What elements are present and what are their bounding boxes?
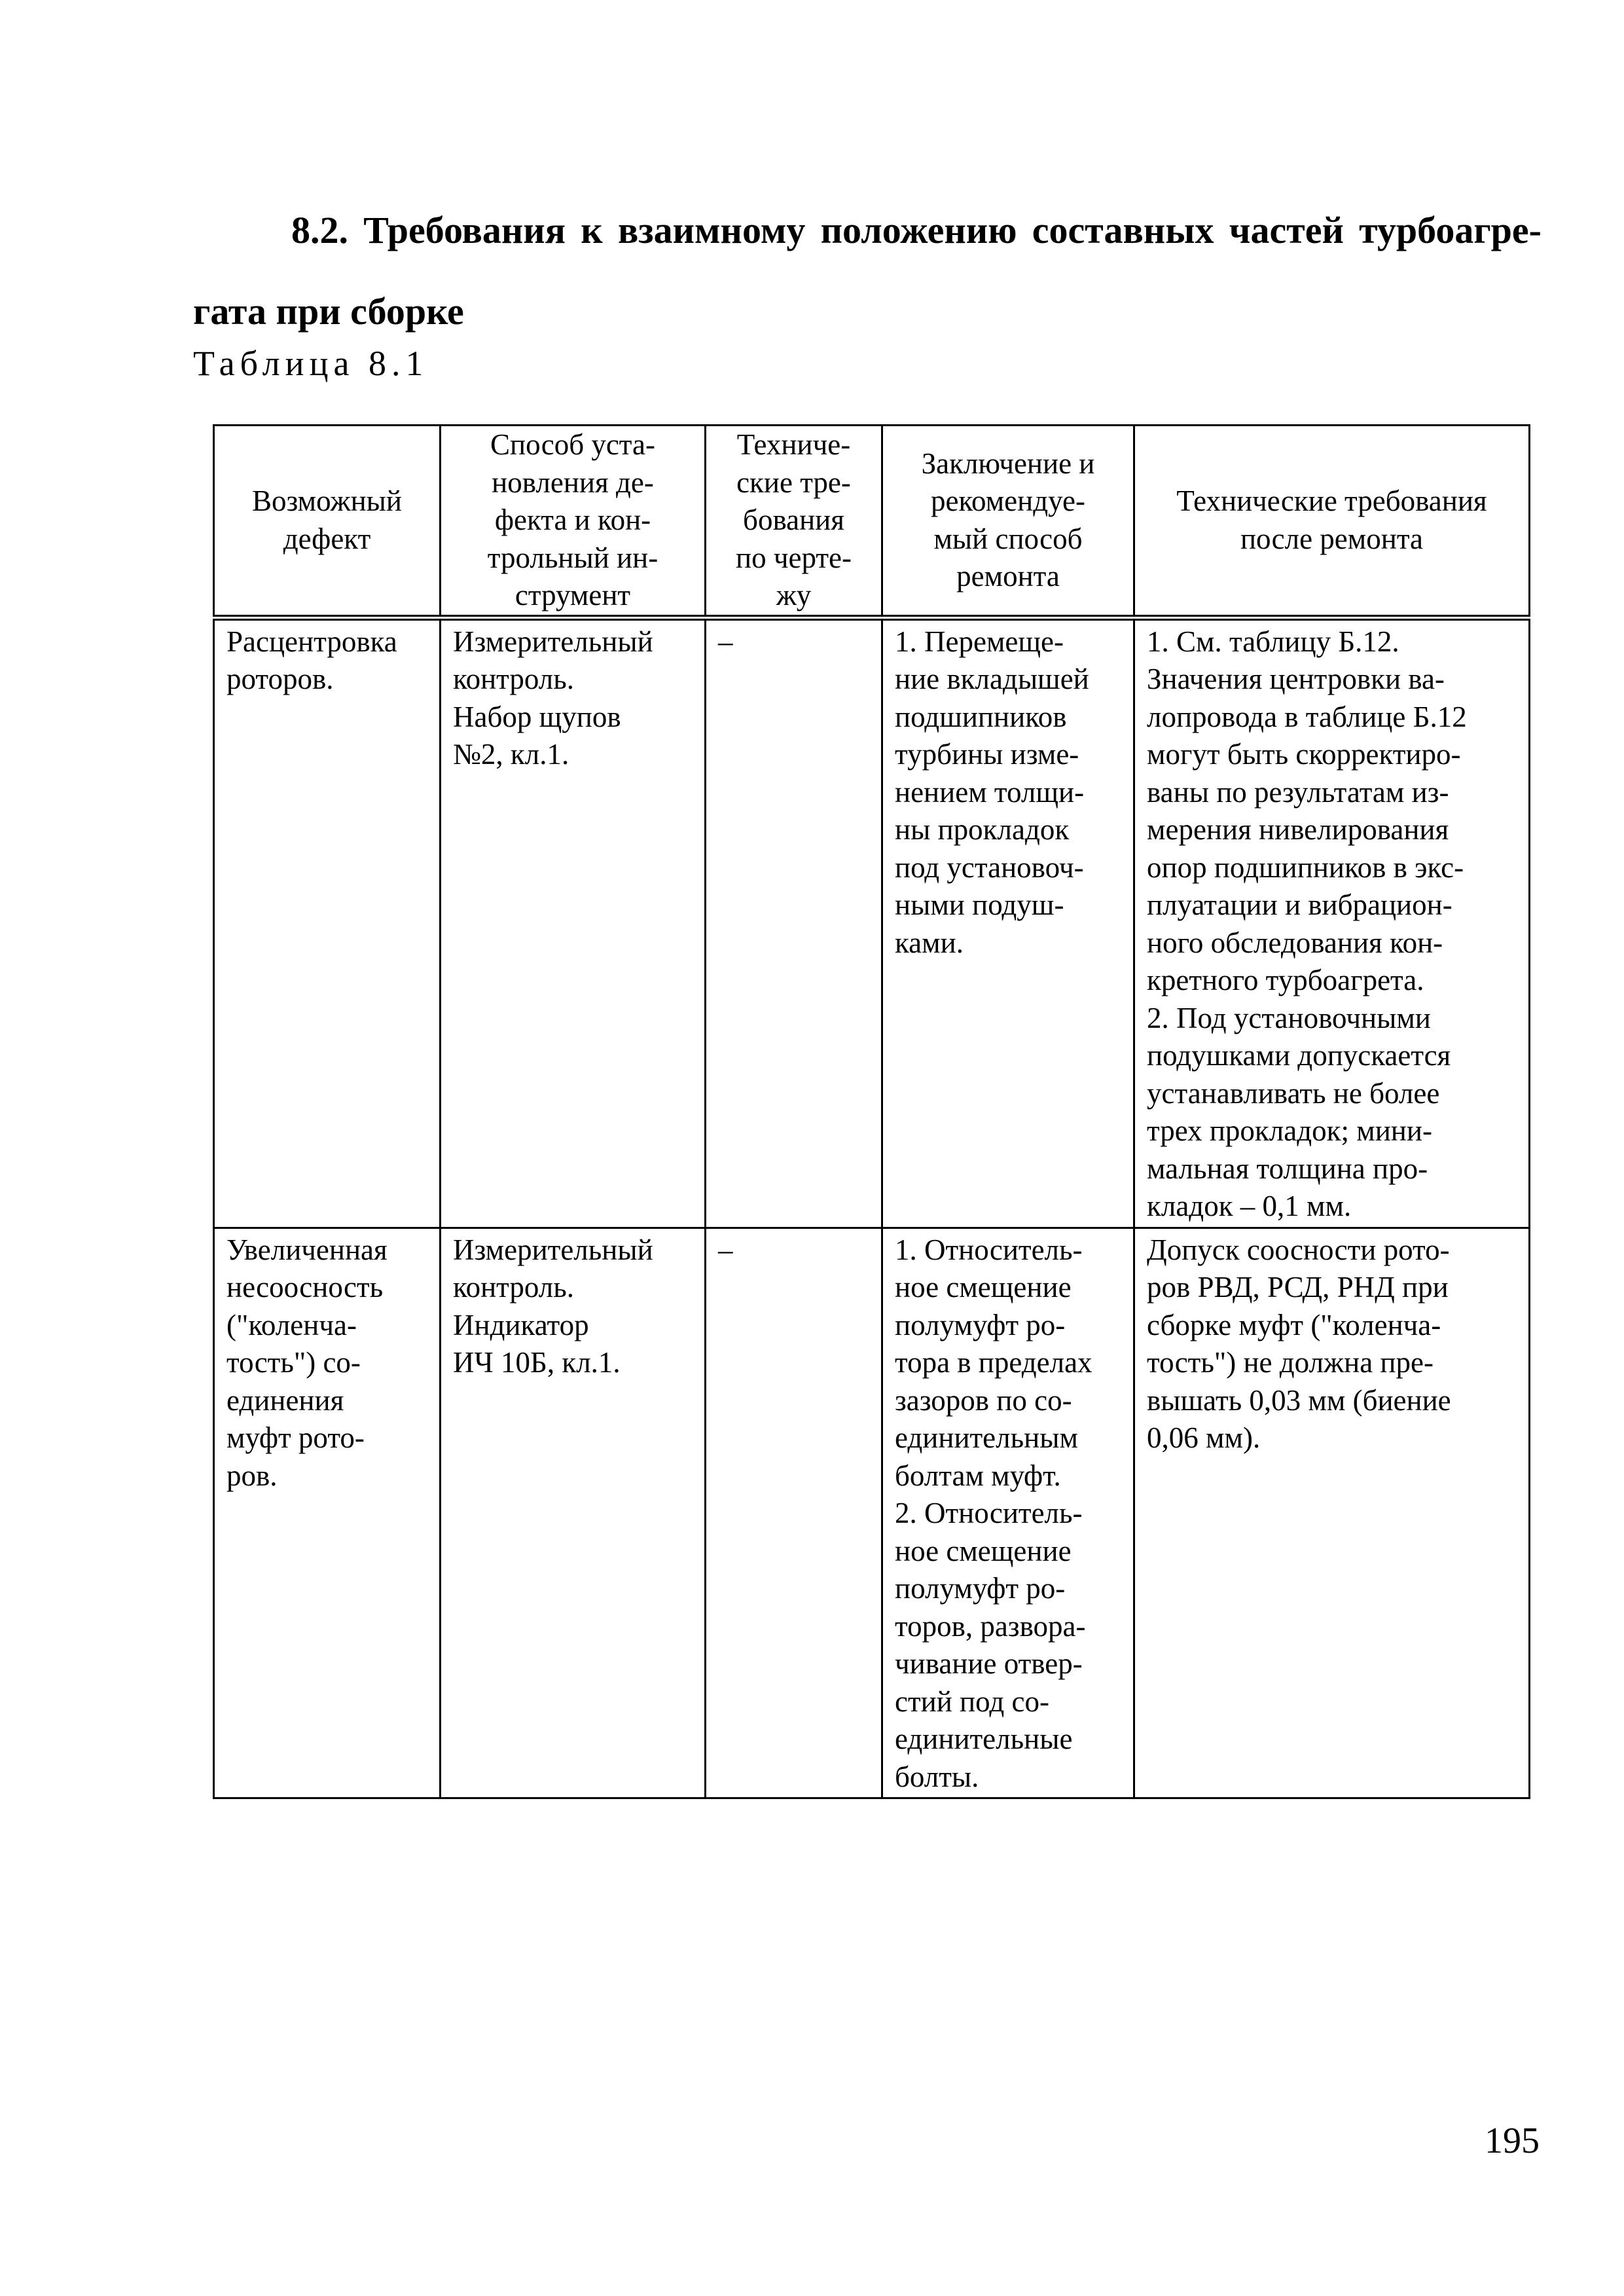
header-conclusion-text: Заключение и рекомендуе- мый способ ремонта: [921, 446, 1095, 593]
table-body: [214, 617, 1530, 1798]
table-row: [214, 617, 1530, 1228]
cell-defect-text: Увеличенная несоосность ("коленча- тость") со- единения муфт рото- ров.: [226, 1233, 388, 1492]
header-after-repair-text: Технические требования после ремонта: [1176, 484, 1487, 555]
header-defect-text: Возможный дефект: [252, 484, 402, 555]
header-conclusion: [882, 426, 1134, 618]
section-heading: [193, 190, 1542, 352]
cell-defect-text: Расцентровка роторов.: [226, 625, 397, 695]
cell-drawing-requirements-text: –: [718, 1233, 733, 1266]
table-caption: Таблица 8.1: [193, 344, 429, 383]
cell-drawing-requirements: [706, 617, 882, 1228]
cell-conclusion: [882, 617, 1134, 1228]
cell-conclusion-text: 1. Перемеще- ние вкладышей подшипников турбины изме- нением толщи- ны прокладок под установоч- ными подуш- ками.: [895, 625, 1089, 959]
header-method-text: Способ уста- новления де- фекта и кон- трольный ин- струмент: [487, 428, 659, 611]
cell-conclusion-text: 1. Относитель- ное смещение полумуфт ро- тора в пределах зазоров по со- единительным болтам муфт. 2. Относитель- ное смещение полумуфт ро- торов, развора- чивание отвер- стий под со- единительные болты.: [895, 1233, 1092, 1793]
cell-drawing-requirements-text: –: [718, 625, 733, 658]
header-defect: [214, 426, 441, 618]
section-heading-line-2: гата при сборке: [193, 290, 464, 333]
requirements-table: [213, 424, 1530, 1799]
page-number: 195: [1485, 2121, 1540, 2161]
cell-method-text: Измерительный контроль. Индикатор ИЧ 10Б, кл.1.: [453, 1233, 653, 1379]
header-drawing-requirements: [706, 426, 882, 618]
cell-after-repair: [1134, 617, 1530, 1228]
section-heading-line-1: 8.2. Требования к взаимному положению составных частей турбоагре-: [291, 209, 1542, 251]
cell-method: [441, 1228, 706, 1798]
header-drawing-requirements-text: Техниче- ские тре- бования по черте- жу: [736, 428, 852, 611]
cell-conclusion: [882, 1228, 1134, 1798]
cell-after-repair: [1134, 1228, 1530, 1798]
cell-defect: [214, 1228, 441, 1798]
header-method: [441, 426, 706, 618]
cell-drawing-requirements: [706, 1228, 882, 1798]
cell-after-repair-text: 1. См. таблицу Б.12. Значения центровки ва- лопровода в таблице Б.12 могут быть скорректиро- ваны по результатам из- мерения нивелирования опор подшипников в экс- плуатации и вибрацион- ного обследования кон- кретного турбоагрета. 2. Под установочными подушками допускается устанавливать не более трех прокладок; мини- мальная толщина про- кладок – 0,1 мм.: [1147, 625, 1467, 1222]
cell-method-text: Измерительный контроль. Набор щупов №2, кл.1.: [453, 625, 653, 771]
table-row: [214, 1228, 1530, 1798]
header-after-repair: [1134, 426, 1530, 618]
cell-defect: [214, 617, 441, 1228]
table-header: [214, 426, 1530, 618]
cell-method: [441, 617, 706, 1228]
cell-after-repair-text: Допуск соосности рото- ров РВД, РСД, РНД при сборке муфт ("коленча- тость") не должна пре- вышать 0,03 мм (биение 0,06 мм).: [1147, 1233, 1451, 1454]
table-header-row: [214, 426, 1530, 618]
